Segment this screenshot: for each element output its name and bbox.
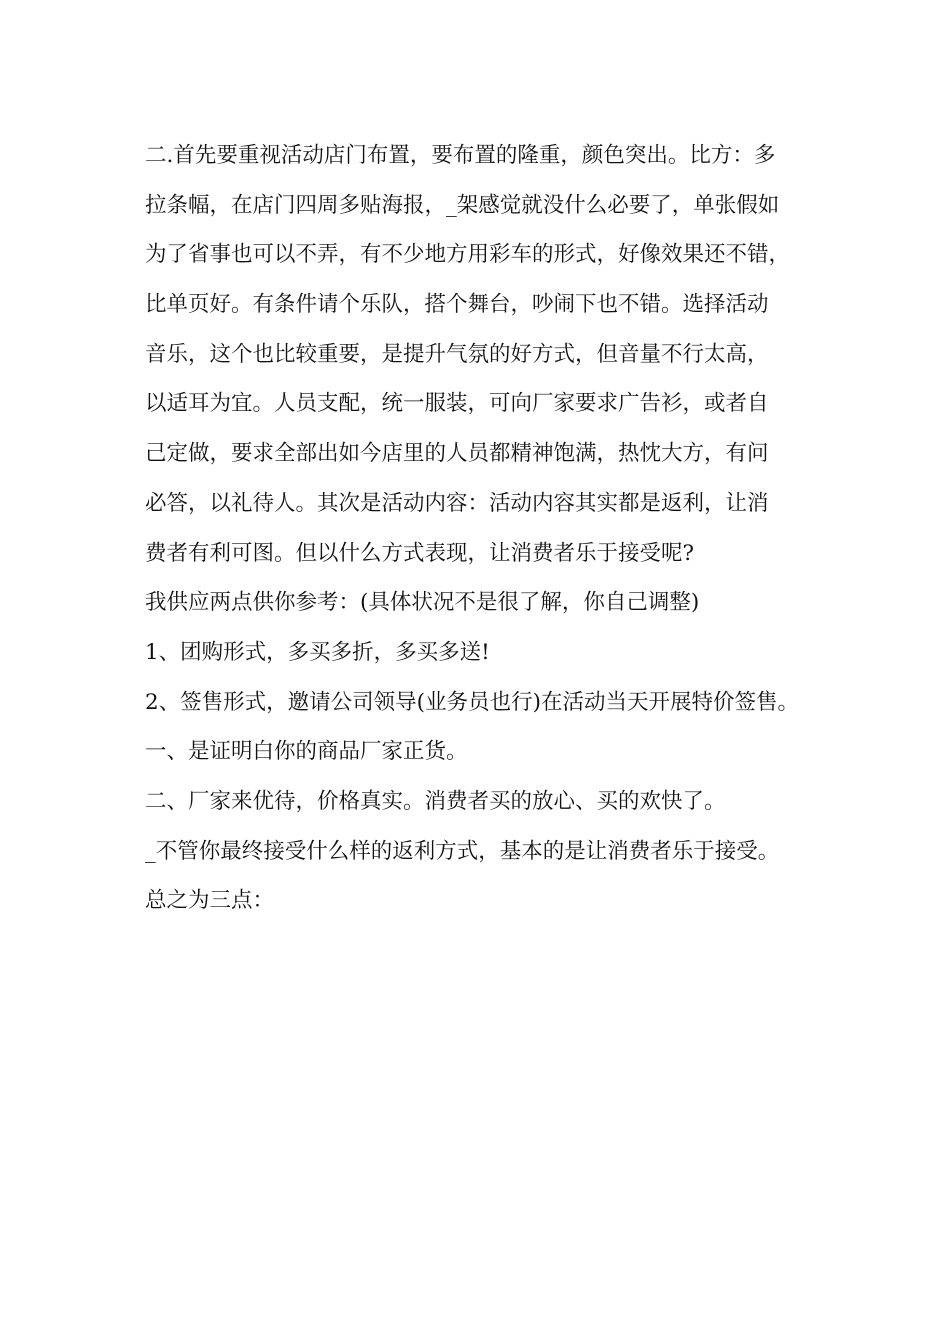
text-line: 费者有利可图。但以什么方式表现，让消费者乐于接受呢? [145, 540, 695, 566]
text-line: 己定做，要求全部出如今店里的人员都精神饱满，热忱大方，有问 [145, 441, 769, 467]
text-line: 总之为三点： [145, 888, 275, 914]
text-line: 必答，以礼待人。其次是活动内容：活动内容其实都是返利，让消 [145, 490, 769, 516]
text-line: 2、签售形式，邀请公司领导(业务员也行)在活动当天开展特价签售。 [145, 689, 799, 715]
text-line: 1、团购形式，多买多折，多买多送! [145, 639, 490, 665]
text-line: 比单页好。有条件请个乐队，搭个舞台，吵闹下也不错。选择活动 [145, 292, 769, 318]
text-line: 拉条幅，在店门四周多贴海报，_架感觉就没什么必要了，单张假如 [145, 192, 780, 218]
text-line: 一、是证明白你的商品厂家正货。 [145, 739, 468, 765]
text-line: _不管你最终接受什么样的返利方式，基本的是让消费者乐于接受。 [145, 838, 780, 864]
text-line: 二.首先要重视活动店门布置，要布置的隆重，颜色突出。比方：多 [145, 143, 776, 168]
text-line: 以适耳为宜。人员支配，统一服装，可向厂家要求广告衫，或者自 [145, 391, 769, 417]
text-line: 音乐，这个也比较重要，是提升气氛的好方式，但音量不行太高， [145, 341, 769, 367]
body-text [145, 131, 835, 926]
text-line: 二、厂家来优待，价格真实。消费者买的放心、买的欢快了。 [145, 788, 726, 814]
text-line: 为了省事也可以不弄，有不少地方用彩车的形式，好像效果还不错， [145, 242, 791, 268]
text-line: 我供应两点供你参考：(具体状况不是很了解，你自己调整) [145, 590, 700, 616]
